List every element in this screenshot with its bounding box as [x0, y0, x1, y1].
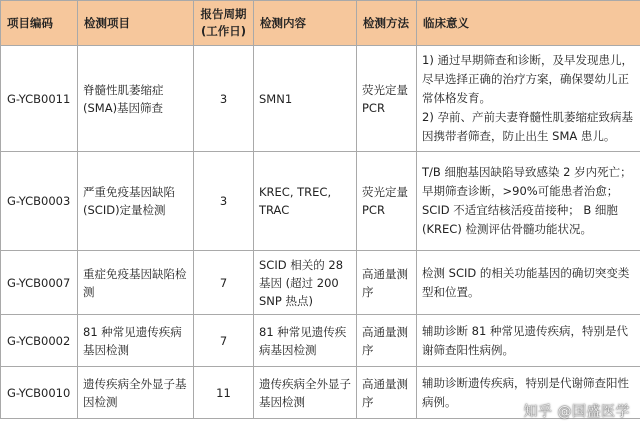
significance-line: 辅助诊断 81 种常见遗传疾病，特别是代谢筛查阳性病例。: [422, 323, 628, 357]
cell-cycle: 3: [194, 46, 254, 152]
cell-item: 遗传疾病全外显子基因检测: [78, 367, 194, 419]
cell-item: 脊髓性肌萎缩症(SMA)基因筛查: [78, 46, 194, 152]
header-item: 检测项目: [78, 1, 194, 46]
cell-method: 高通量测序: [357, 251, 417, 315]
cell-significance: [417, 152, 640, 251]
watermark: 知乎 @国盛医学: [523, 404, 630, 420]
header-method: 检测方法: [357, 1, 417, 46]
cell-content: SCID 相关的 28 基因 (超过 200 SNP 热点): [254, 251, 357, 315]
cell-item: 严重免疫基因缺陷(SCID)定量检测: [78, 152, 194, 251]
header-cycle-unit: (工作日): [200, 24, 246, 38]
significance-line: 辅助诊断遗传疾病，特别是代谢筛查阳性病例。: [422, 375, 629, 409]
significance-line: SCID 不适宜结核活疫苗接种； B 细胞(KREC) 检测评估骨髓功能状况。: [422, 203, 618, 236]
significance-line: 2) 孕前、产前夫妻脊髓性肌萎缩症致病基因携带者筛查，防止出生 SMA 患儿。: [422, 110, 633, 143]
cell-code: G-YCB0007: [1, 251, 78, 315]
cell-significance: [417, 251, 640, 315]
cell-cycle: 3: [194, 152, 254, 251]
significance-line: 检测 SCID 的相关功能基因的确切突变类型和位置。: [422, 265, 630, 299]
table-header-row: [1, 1, 640, 46]
cell-method: 高通量测序: [357, 367, 417, 419]
cell-cycle: 7: [194, 315, 254, 367]
header-cycle-label: 报告周期: [200, 7, 247, 21]
cell-code: G-YCB0003: [1, 152, 78, 251]
cell-content: 81 种常见遗传疾病基因检测: [254, 315, 357, 367]
cell-content: SMN1: [254, 46, 357, 152]
cell-significance: [417, 315, 640, 367]
table-row: [1, 315, 640, 367]
cell-method: 荧光定量 PCR: [357, 46, 417, 152]
cell-code: G-YCB0010: [1, 367, 78, 419]
header-content: 检测内容: [254, 1, 357, 46]
cell-method: 高通量测序: [357, 315, 417, 367]
cell-code: G-YCB0011: [1, 46, 78, 152]
cell-method: 荧光定量 PCR: [357, 152, 417, 251]
header-significance: 临床意义: [417, 1, 640, 46]
significance-line: T/B 细胞基因缺陷导致感染 2 岁内死亡；早期筛查诊断，>90%可能患者治愈；: [422, 165, 632, 198]
cell-item: 81 种常见遗传疾病基因检测: [78, 315, 194, 367]
cell-code: G-YCB0002: [1, 315, 78, 367]
cell-content: KREC, TREC, TRAC: [254, 152, 357, 251]
cell-item: 重症免疫基因缺陷检测: [78, 251, 194, 315]
header-code: 项目编码: [1, 1, 78, 46]
table-row: [1, 152, 640, 251]
cell-cycle: 7: [194, 251, 254, 315]
cell-cycle: 11: [194, 367, 254, 419]
header-cycle: [194, 1, 254, 46]
cell-significance: [417, 46, 640, 152]
cell-content: 遗传疾病全外显子基因检测: [254, 367, 357, 419]
table-row: [1, 46, 640, 152]
significance-line: 1) 通过早期筛查和诊断，及早发现患儿，尽早选择正确的治疗方案，确保婴幼儿正常体格发育。: [422, 53, 633, 105]
table-row: [1, 251, 640, 315]
